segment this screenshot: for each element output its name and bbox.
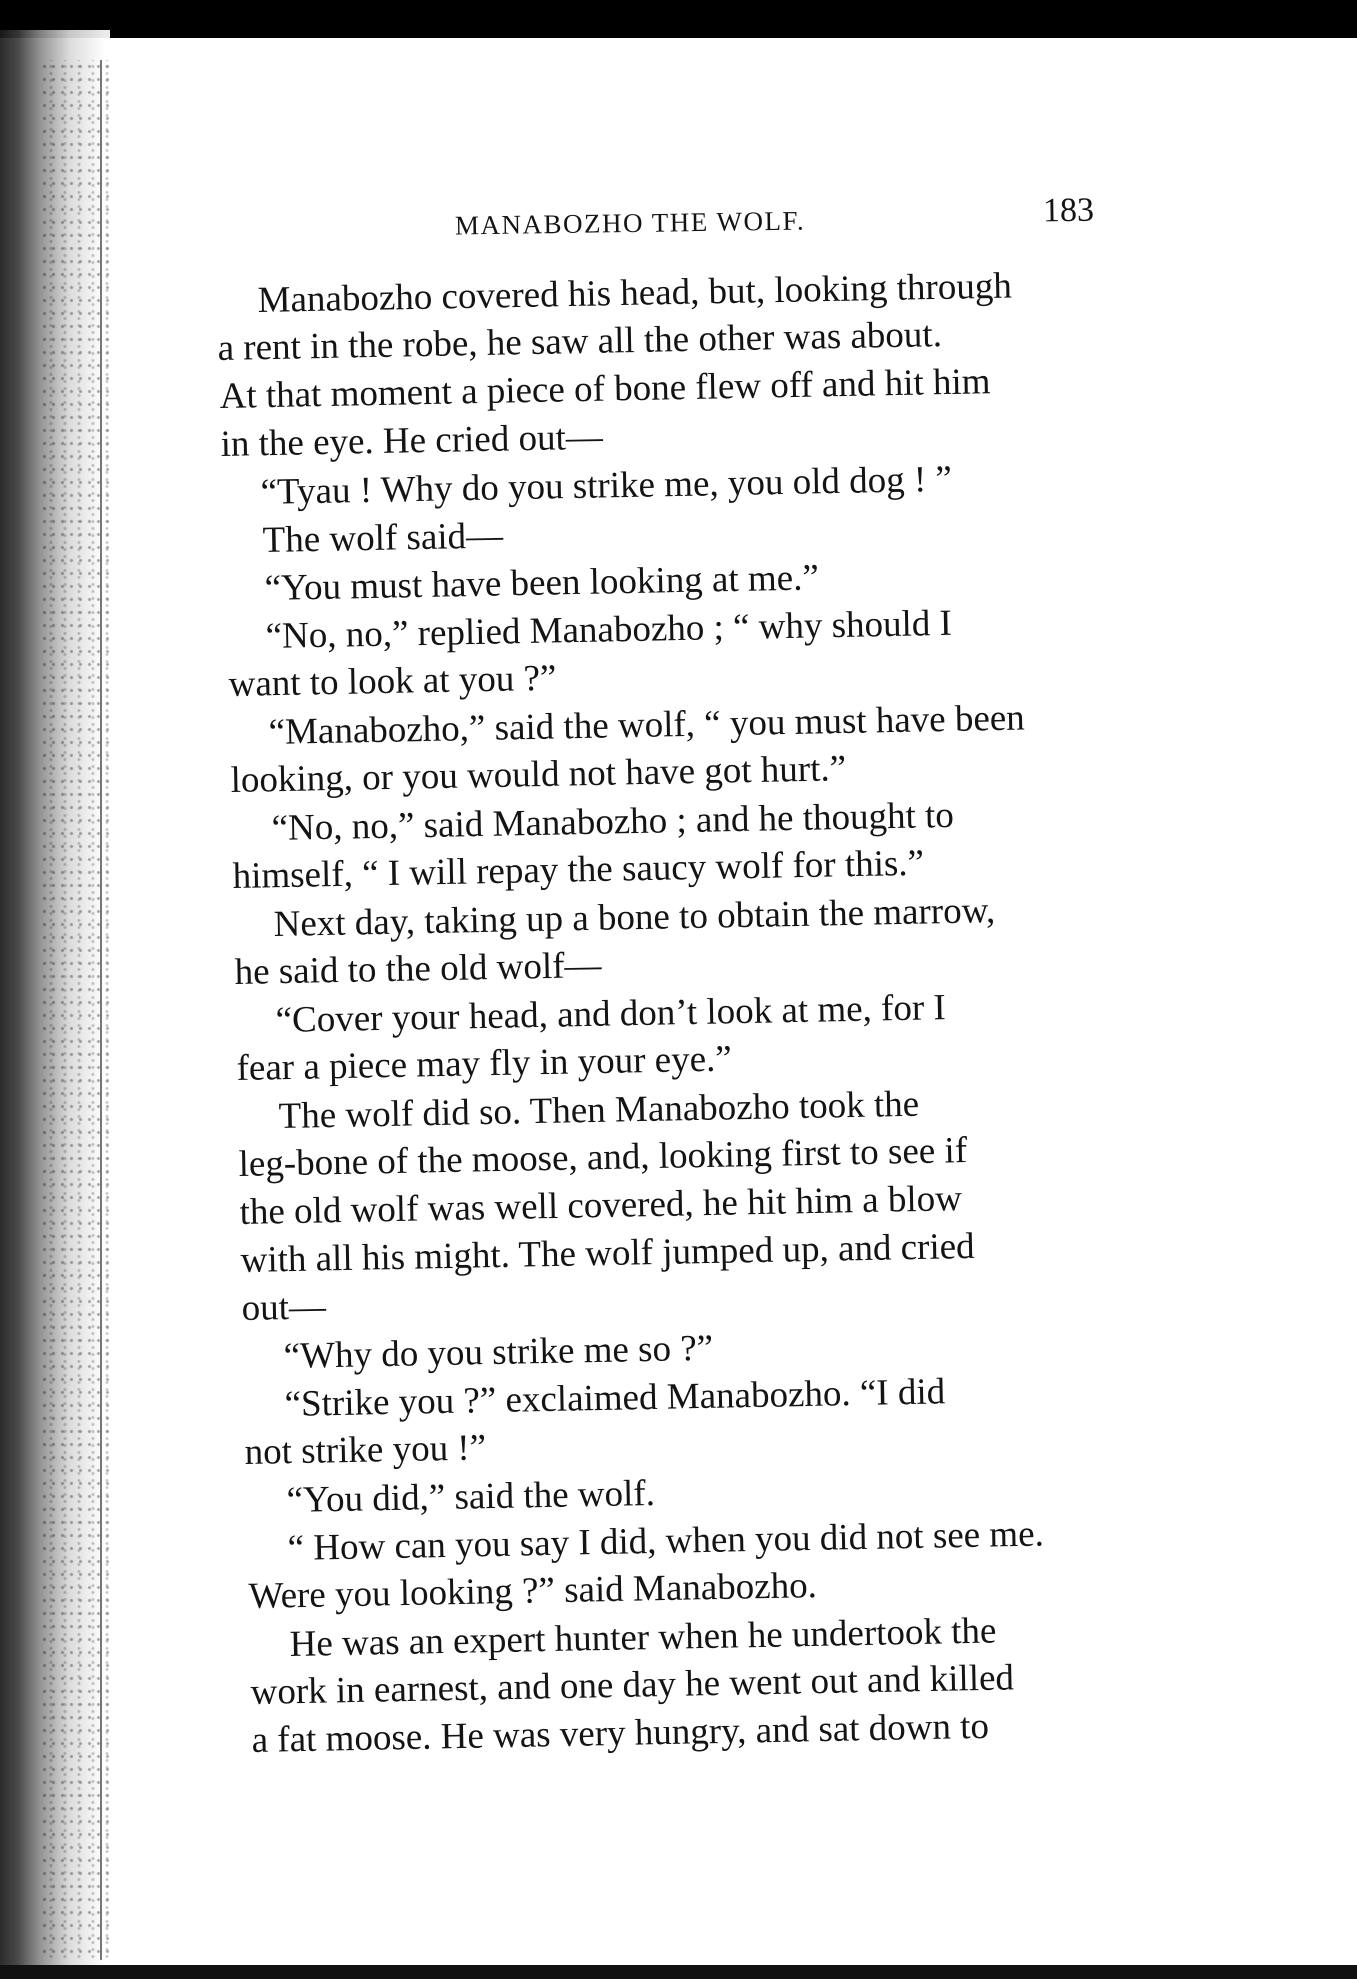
text-line: not strike you !” bbox=[244, 1427, 487, 1473]
running-head: MANABOZHO THE WOLF. bbox=[454, 205, 806, 241]
text-line: At that moment a piece of bone flew off and hit him bbox=[219, 361, 991, 417]
text-line: Next day, taking up a bone to obtain the marrow, bbox=[273, 890, 996, 945]
text-line: with all his might. The wolf jumped up, and cried bbox=[240, 1225, 975, 1281]
text-line: “ How can you say I did, when you did not see me. bbox=[287, 1513, 1045, 1569]
text-line: “You did,” said the wolf. bbox=[286, 1472, 656, 1521]
text-line: he said to the old wolf— bbox=[234, 944, 602, 993]
text-line: “Tyau ! Why do you strike me, you old dog ! ” bbox=[260, 458, 953, 513]
text-line: want to look at you ?” bbox=[228, 657, 557, 705]
text-line: the old wolf was well covered, he hit him a blow bbox=[239, 1178, 963, 1233]
text-line: himself, “ I will repay the saucy wolf for this.” bbox=[232, 842, 925, 897]
text-line: work in earnest, and one day he went out and killed bbox=[250, 1657, 1015, 1713]
text-line: leg-bone of the moose, and, looking first to see if bbox=[238, 1130, 968, 1185]
text-line: out— bbox=[241, 1286, 327, 1329]
text-line: “Cover your head, and don’t look at me, for I bbox=[275, 987, 947, 1041]
text-line: The wolf did so. Then Manabozho took the bbox=[278, 1083, 920, 1137]
text-line: a rent in the robe, he saw all the other was about. bbox=[217, 314, 943, 369]
text-line: Were you looking ?” said Manabozho. bbox=[248, 1565, 818, 1617]
text-line: “Why do you strike me so ?” bbox=[283, 1327, 714, 1377]
text-line: “Strike you ?” exclaimed Manabozho. “I did bbox=[284, 1371, 946, 1425]
text-line: fear a piece may fly in your eye.” bbox=[236, 1038, 733, 1089]
text-line: He was an expert hunter when he undertook the bbox=[289, 1610, 997, 1665]
text-line: “No, no,” replied Manabozho ; “ why should I bbox=[265, 602, 953, 657]
text-line: “No, no,” said Manabozho ; and he thought to bbox=[271, 794, 955, 849]
text-line: looking, or you would not have got hurt.” bbox=[230, 748, 847, 801]
page-number: 183 bbox=[1042, 191, 1095, 230]
text-line: a fat moose. He was very hungry, and sat down to bbox=[251, 1705, 990, 1761]
text-line: in the eye. He cried out— bbox=[220, 416, 604, 465]
text-line: Manabozho covered his head, but, looking through bbox=[257, 265, 1013, 321]
text-line: “You must have been looking at me.” bbox=[264, 557, 820, 609]
text-line: “Manabozho,” said the wolf, “ you must have been bbox=[268, 697, 1026, 753]
text-line: The wolf said— bbox=[262, 515, 504, 561]
